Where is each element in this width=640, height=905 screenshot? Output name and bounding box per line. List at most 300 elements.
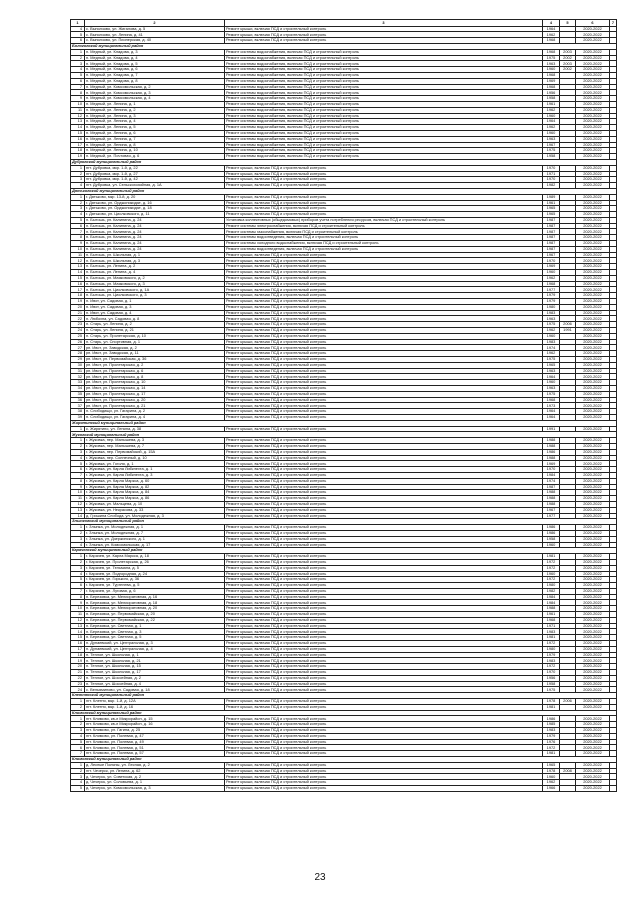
period-cell: 2020-2022 — [576, 699, 610, 705]
row-number: 3 — [71, 728, 85, 734]
work-type-cell: Ремонт крыши, включая ПСД и строительный контроль — [225, 542, 543, 548]
build-year-cell: 1970 — [543, 177, 560, 183]
work-type-cell: Ремонт крыши, включая ПСД и строительный контроль — [225, 32, 543, 38]
build-year-cell: 1972 — [543, 559, 560, 565]
address-cell: п. Березовка, ул. Светлая, д. 5 — [85, 635, 225, 641]
address-cell: п. Березовка, ул. Первомайская, д. 20 — [85, 612, 225, 618]
row-number: 12 — [71, 258, 85, 264]
build-year-cell: 1987 — [543, 484, 560, 490]
row-number: 5 — [71, 72, 85, 78]
build-year-cell: 1974 — [543, 478, 560, 484]
row-number: 4 — [71, 571, 85, 577]
work-type-cell: Ремонт системы водоснабжения, включая ПСД и строительный контроль — [225, 113, 543, 119]
row-number: 38 — [71, 409, 85, 415]
row-number: 18 — [71, 652, 85, 658]
address-cell: г. Жуковка, пер. Малышева, д. 3 — [85, 438, 225, 444]
period-cell: 2020-2022 — [576, 588, 610, 594]
row-number: 10 — [71, 490, 85, 496]
work-type-cell: Ремонт крыши, включая ПСД и строительный контроль — [225, 443, 543, 449]
row-number: 12 — [71, 501, 85, 507]
period-cell: 2020-2022 — [576, 241, 610, 247]
address-cell: рп. Ивот, ул. Пролетарская, д. 6 — [85, 368, 225, 374]
row-number: 1 — [71, 426, 85, 432]
work-type-cell: Ремонт крыши, включая ПСД и строительный контроль — [225, 600, 543, 606]
work-type-cell: Ремонт крыши, включая ПСД и строительный контроль — [225, 658, 543, 664]
period-cell: 2020-2022 — [576, 426, 610, 432]
work-type-cell: Ремонт крыши, включая ПСД и строительный контроль — [225, 583, 543, 589]
build-year-cell: 1984 — [543, 472, 560, 478]
row-number: 1 — [71, 525, 85, 531]
address-cell: пгт. Климово, ул. Полевая, д. 49 — [85, 739, 225, 745]
address-cell: п. Теплое, ул. Шоссейная, д. 2 — [85, 675, 225, 681]
period-cell: 2020-2022 — [576, 664, 610, 670]
address-cell: п. Бытошь, ул. Маяковского, д. 2 — [85, 275, 225, 281]
build-year-cell: 1988 — [543, 443, 560, 449]
work-type-cell: Ремонт крыши, включая ПСД и строительный контроль — [225, 455, 543, 461]
address-cell: д. Чечерск, ул. Соловьева, д. 1 — [85, 780, 225, 786]
address-cell: пгт. Климово, кв-л Микрорайон, д. 16 — [85, 722, 225, 728]
work-type-cell: Ремонт крыши, включая ПСД и строительный контроль — [225, 501, 543, 507]
build-year-cell: 1961 — [543, 200, 560, 206]
row-number: 13 — [71, 507, 85, 513]
period-cell: 2020-2022 — [576, 501, 610, 507]
work-type-cell: Ремонт крыши, включая ПСД и строительный контроль — [225, 374, 543, 380]
row-number: 6 — [71, 745, 85, 751]
row-number: 2 — [71, 722, 85, 728]
row-number: 1 — [71, 762, 85, 768]
address-cell: п. Березовка, ул. Мелиоративная, д. 18 — [85, 600, 225, 606]
build-year-cell: 1960 — [543, 67, 560, 73]
build-year-cell: 1981 — [543, 751, 560, 757]
period-cell: 2020-2022 — [576, 484, 610, 490]
work-type-cell: Ремонт крыши, включая ПСД и строительный контроль — [225, 316, 543, 322]
build-year-cell: 1984 — [543, 600, 560, 606]
address-cell: п. Медный, ул. Ленина, д. 10 — [85, 148, 225, 154]
row-number: 4 — [71, 455, 85, 461]
period-cell: 2020-2022 — [576, 165, 610, 171]
address-cell: г. Жуковка, ул. Карла Маркса, д. 84 — [85, 490, 225, 496]
work-type-cell: Ремонт крыши, включая ПСД и строительный контроль — [225, 258, 543, 264]
build-year-cell: 1983 — [543, 658, 560, 664]
address-cell: п. Бытошь, ул. Ленина, д. 2 — [85, 264, 225, 270]
period-cell: 2020-2022 — [576, 670, 610, 676]
row-number: 15 — [71, 130, 85, 136]
period-cell: 2020-2022 — [576, 246, 610, 252]
build-year-cell: 1964 — [543, 414, 560, 420]
row-number: 1 — [71, 699, 85, 705]
period-cell: 2020-2022 — [576, 594, 610, 600]
row-number: 9 — [71, 484, 85, 490]
build-year-cell: 1972 — [543, 577, 560, 583]
row-number: 2 — [71, 200, 85, 206]
build-year-cell: 1961 — [543, 101, 560, 107]
work-type-cell: Ремонт крыши, включая ПСД и строительный контроль — [225, 612, 543, 618]
build-year-cell: 1958 — [543, 96, 560, 102]
section-title: Клетнянский муниципальный район — [71, 693, 617, 699]
address-cell: г. Злынка, ул. Дзержинского, д. 1 — [85, 536, 225, 542]
program-table — [70, 19, 617, 792]
work-type-cell: Ремонт крыши, включая ПСД и строительный контроль — [225, 380, 543, 386]
address-cell: пгт. Дубровка, мкр. 1-й, д. 22 — [85, 165, 225, 171]
build-year-cell: 1968 — [543, 38, 560, 44]
period-cell: 2020-2022 — [576, 583, 610, 589]
build-year-cell: 1970 — [543, 258, 560, 264]
build-year-cell: 1973 — [543, 403, 560, 409]
period-cell: 2020-2022 — [576, 623, 610, 629]
work-type-cell: Ремонт крыши, включая ПСД и строительный контроль — [225, 507, 543, 513]
address-cell: п. Бытошь, ул. Калинина, д. 24 — [85, 241, 225, 247]
work-type-cell: Ремонт крыши, включая ПСД и строительный контроль — [225, 362, 543, 368]
work-type-cell: Ремонт системы водоснабжения, включая ПСД и строительный контроль — [225, 90, 543, 96]
build-year-cell: 1960 — [543, 380, 560, 386]
address-cell: п. Бытошь, ул. Калинина, д. 24 — [85, 235, 225, 241]
period-cell: 2020-2022 — [576, 559, 610, 565]
row-number: 10 — [71, 246, 85, 252]
period-cell: 2020-2022 — [576, 565, 610, 571]
address-cell: п. Березовка, ул. Мелиоративная, д. 16 — [85, 594, 225, 600]
header-cell: 3 — [225, 20, 543, 27]
build-year-cell: 1980 — [543, 304, 560, 310]
row-number: 2 — [71, 559, 85, 565]
period-cell: 2020-2022 — [576, 733, 610, 739]
period-cell: 2020-2022 — [576, 194, 610, 200]
table-row — [71, 785, 617, 791]
address-cell: пгт. Клетня, мкр. 1-й, д. 16 — [85, 704, 225, 710]
build-year-cell: 1972 — [543, 565, 560, 571]
build-year-cell: 1983 — [543, 310, 560, 316]
period-cell: 2020-2022 — [576, 368, 610, 374]
period-cell: 2020-2022 — [576, 641, 610, 647]
build-year-cell: 1986 — [543, 525, 560, 531]
header-cell: 1 — [71, 20, 85, 27]
work-type-cell: Ремонт крыши, включая ПСД и строительный контроль — [225, 322, 543, 328]
row-number: 26 — [71, 339, 85, 345]
work-type-cell: Ремонт системы водоснабжения, включая ПСД и строительный контроль — [225, 67, 543, 73]
work-type-cell: Ремонт системы водоснабжения, включая ПСД и строительный контроль — [225, 72, 543, 78]
header-cell: 5 — [560, 20, 576, 27]
period-cell: 2020-2022 — [576, 751, 610, 757]
address-cell: пгт. Чечерск, ул. Ленина, д. 62 — [85, 768, 225, 774]
build-year-cell: 1987 — [543, 246, 560, 252]
row-number: 2 — [71, 55, 85, 61]
row-number: 6 — [71, 38, 85, 44]
row-number: 4 — [71, 212, 85, 218]
row-number: 4 — [71, 67, 85, 73]
row-number: 4 — [71, 780, 85, 786]
period-cell: 2020-2022 — [576, 704, 610, 710]
period-cell: 2020-2022 — [576, 554, 610, 560]
section-title: Дубровский муниципальный район — [71, 159, 617, 165]
build-year-cell: 1980 — [543, 646, 560, 652]
work-type-cell: Ремонт крыши, включая ПСД и строительный контроль — [225, 472, 543, 478]
build-year-cell: 1977 — [543, 513, 560, 519]
header-cell: 7 — [610, 20, 617, 27]
address-cell: п. Березовка, ул. Светлая, д. 1 — [85, 623, 225, 629]
work-type-cell: Ремонт крыши, включая ПСД и строительный контроль — [225, 310, 543, 316]
period-cell: 2020-2022 — [576, 49, 610, 55]
work-type-cell: Ремонт системы газоснабжения, включая ПСД и строительный контроль — [225, 229, 543, 235]
row-number: 6 — [71, 467, 85, 473]
build-year-cell: 1960 — [543, 571, 560, 577]
period-cell: 2020-2022 — [576, 536, 610, 542]
address-cell: рп. Ивот, ул. Пролетарская, д. 14 — [85, 386, 225, 392]
row-number: 10 — [71, 606, 85, 612]
period-cell: 2020-2022 — [576, 212, 610, 218]
period-cell: 2020-2022 — [576, 357, 610, 363]
address-cell: г. Карачев, ул. Луговая, д. 6 — [85, 588, 225, 594]
row-number: 15 — [71, 275, 85, 281]
section-title: Жуковский муниципальный район — [71, 432, 617, 438]
build-year-cell: 1968 — [543, 617, 560, 623]
period-cell: 2020-2022 — [576, 299, 610, 305]
row-number: 1 — [71, 716, 85, 722]
period-cell: 2020-2022 — [576, 386, 610, 392]
work-type-cell: Ремонт крыши, включая ПСД и строительный контроль — [225, 577, 543, 583]
address-cell: с. Выползово, ул. Ленина, д. 41 — [85, 32, 225, 38]
header-cell: 6 — [576, 20, 610, 27]
row-number: 2 — [71, 443, 85, 449]
address-cell: п. Березовка, ул. Светлая, д. 3 — [85, 629, 225, 635]
build-year-cell: 1988 — [543, 490, 560, 496]
row-number: 4 — [71, 183, 85, 189]
address-cell: г. Дятьково, ул. Орджоникидзе, д. 16 — [85, 200, 225, 206]
row-number: 5 — [71, 739, 85, 745]
work-type-cell: Ремонт крыши, включая ПСД и строительный контроль — [225, 194, 543, 200]
address-cell: г. Дятьково, ул. Циолковского, д. 11 — [85, 212, 225, 218]
work-type-cell: Ремонт крыши, включая ПСД и строительный контроль — [225, 171, 543, 177]
period-cell: 2020-2022 — [576, 397, 610, 403]
address-cell: г. Жуковка, ул. Карла Маркса, д. 60 — [85, 478, 225, 484]
address-cell: рп. Ивот, ул. Пролетарская, д. 21 — [85, 403, 225, 409]
build-year-cell: 1979 — [543, 652, 560, 658]
row-number: 4 — [71, 26, 85, 32]
row-number: 14 — [71, 629, 85, 635]
build-year-cell: 1970 — [543, 670, 560, 676]
period-cell: 2020-2022 — [576, 658, 610, 664]
address-cell: п. Медный, ул. Кладова, д. 4 — [85, 55, 225, 61]
address-cell: г. Карачев, ул. Подгородная, д. 24 — [85, 571, 225, 577]
address-cell: п. Медный, ул. Ленина, д. 1 — [85, 101, 225, 107]
row-number: 3 — [71, 61, 85, 67]
period-cell: 2020-2022 — [576, 438, 610, 444]
period-cell: 2020-2022 — [576, 107, 610, 113]
build-year-cell: 1971 — [543, 623, 560, 629]
address-cell: п. Слободищи, ул. Гагарина, д. 2 — [85, 409, 225, 415]
prev-repair-cell: 2008 — [560, 768, 576, 774]
period-cell: 2020-2022 — [576, 472, 610, 478]
period-cell: 2020-2022 — [576, 478, 610, 484]
address-cell: п. Медный, ул. Ленина, д. 4 — [85, 119, 225, 125]
address-cell: рп. Ивот, ул. Пролетарская, д. 2 — [85, 362, 225, 368]
work-type-cell: Ремонт крыши, включая ПСД и строительный контроль — [225, 745, 543, 751]
work-type-cell: Ремонт системы водоснабжения, включая ПСД и строительный контроль — [225, 119, 543, 125]
row-number: 18 — [71, 148, 85, 154]
period-cell: 2020-2022 — [576, 78, 610, 84]
work-type-cell: Ремонт крыши, включая ПСД и строительный контроль — [225, 664, 543, 670]
row-number: 5 — [71, 32, 85, 38]
period-cell: 2020-2022 — [576, 728, 610, 734]
period-cell: 2020-2022 — [576, 507, 610, 513]
period-cell: 2020-2022 — [576, 722, 610, 728]
work-type-cell: Ремонт крыши, включая ПСД и строительный контроль — [225, 287, 543, 293]
build-year-cell: 1987 — [543, 223, 560, 229]
work-type-cell: Ремонт крыши, включая ПСД и строительный контроль — [225, 681, 543, 687]
section-title: Бологовский муниципальный район — [71, 43, 617, 49]
work-type-cell: Ремонт крыши, включая ПСД и строительный контроль — [225, 165, 543, 171]
row-number: 4 — [71, 733, 85, 739]
work-type-cell: Ремонт крыши, включая ПСД и строительный контроль — [225, 762, 543, 768]
address-cell: п. Бытошь, ул. Маяковского, д. 3 — [85, 281, 225, 287]
work-type-cell: Ремонт крыши, включая ПСД и строительный контроль — [225, 177, 543, 183]
address-cell: г. Злынка, ул. Молодежная, д. 7 — [85, 530, 225, 536]
build-year-cell: 1987 — [543, 241, 560, 247]
build-year-cell: 1977 — [543, 287, 560, 293]
period-cell: 2020-2022 — [576, 217, 610, 223]
row-number: 3 — [71, 177, 85, 183]
period-cell: 2020-2022 — [576, 90, 610, 96]
work-type-cell: Ремонт системы водоснабжения, включая ПСД и строительный контроль — [225, 101, 543, 107]
period-cell: 2020-2022 — [576, 293, 610, 299]
work-type-cell: Ремонт крыши, включая ПСД и строительный контроль — [225, 281, 543, 287]
row-number: 22 — [71, 675, 85, 681]
build-year-cell: 1968 — [543, 281, 560, 287]
work-type-cell: Ремонт крыши, включая ПСД и строительный контроль — [225, 426, 543, 432]
period-cell: 2020-2022 — [576, 571, 610, 577]
period-cell: 2020-2022 — [576, 403, 610, 409]
period-cell: 2020-2022 — [576, 252, 610, 258]
work-type-cell: Ремонт системы водоснабжения, включая ПСД и строительный контроль — [225, 84, 543, 90]
work-type-cell: Установка коллективных (общедомовых) приборов учета потребления ресурсов, включая ПСД и строительный контроль — [225, 217, 543, 223]
prev-repair-cell: 2002 — [560, 67, 576, 73]
work-type-cell: Ремонт крыши, включая ПСД и строительный контроль — [225, 467, 543, 473]
row-number: 17 — [71, 142, 85, 148]
work-type-cell: Ремонт крыши, включая ПСД и строительный контроль — [225, 403, 543, 409]
work-type-cell: Ремонт крыши, включая ПСД и строительный контроль — [225, 629, 543, 635]
build-year-cell: 1967 — [543, 142, 560, 148]
address-cell: рп. Ивот, ул. Заводская, д. 2 — [85, 345, 225, 351]
period-cell: 2020-2022 — [576, 206, 610, 212]
row-number: 5 — [71, 785, 85, 791]
work-type-cell: Ремонт крыши, включая ПСД и строительный контроль — [225, 716, 543, 722]
address-cell: г. Карачев, ул. Тургенева, д. 5 — [85, 583, 225, 589]
build-year-cell: 1981 — [543, 635, 560, 641]
work-type-cell: Ремонт крыши, включая ПСД и строительный контроль — [225, 293, 543, 299]
address-cell: г. Жуковка, ул. Гоголя, д. 1 — [85, 461, 225, 467]
period-cell: 2020-2022 — [576, 333, 610, 339]
address-cell: пгт. Климово, ул. Полевая, д. 51 — [85, 745, 225, 751]
work-type-cell: Ремонт крыши, включая ПСД и строительный контроль — [225, 304, 543, 310]
build-year-cell: 1976 — [543, 739, 560, 745]
row-number: 19 — [71, 658, 85, 664]
row-number: 9 — [71, 241, 85, 247]
work-type-cell: Ремонт крыши, включая ПСД и строительный контроль — [225, 38, 543, 44]
work-type-cell: Ремонт крыши, включая ПСД и строительный контроль — [225, 571, 543, 577]
row-number: 2 — [71, 530, 85, 536]
row-number: 1 — [71, 165, 85, 171]
row-number: 14 — [71, 270, 85, 276]
address-cell: п. Теплое, ул. Школьная, д. 21 — [85, 658, 225, 664]
period-cell: 2020-2022 — [576, 200, 610, 206]
period-cell: 2020-2022 — [576, 119, 610, 125]
build-year-cell: 1968 — [543, 72, 560, 78]
build-year-cell: 1987 — [543, 235, 560, 241]
address-cell: п. Медный, ул. Комсомольская, д. 3 — [85, 90, 225, 96]
address-cell: п. Березовка, ул. Мелиоративная, д. 20 — [85, 606, 225, 612]
build-year-cell: 1960 — [543, 270, 560, 276]
period-cell: 2020-2022 — [576, 617, 610, 623]
address-cell: п. Старь, ул. Спортивная, д. 1 — [85, 339, 225, 345]
build-year-cell: 1982 — [543, 588, 560, 594]
build-year-cell: 1975 — [543, 148, 560, 154]
build-year-cell: 1981 — [543, 554, 560, 560]
period-cell: 2020-2022 — [576, 414, 610, 420]
address-cell: г. Жуковка, пер. Солнечный, д. 10 — [85, 455, 225, 461]
period-cell: 2020-2022 — [576, 443, 610, 449]
row-number: 24 — [71, 328, 85, 334]
work-type-cell: Ремонт системы водоотведения, включая ПСД и строительный контроль — [225, 235, 543, 241]
build-year-cell: 1958 — [543, 536, 560, 542]
address-cell: п. Медный, ул. Почтовая, д. 6 — [85, 154, 225, 160]
row-number: 21 — [71, 670, 85, 676]
period-cell: 2020-2022 — [576, 525, 610, 531]
row-number: 39 — [71, 414, 85, 420]
address-cell: пгт. Климово, кв-л Микрорайон, д. 15 — [85, 716, 225, 722]
address-cell: п. Теплое, ул. Школьная, д. 15 — [85, 664, 225, 670]
row-number: 5 — [71, 461, 85, 467]
work-type-cell: Ремонт крыши, включая ПСД и строительный контроль — [225, 333, 543, 339]
row-number: 9 — [71, 96, 85, 102]
address-cell: п. Медный, ул. Кладова, д. 8 — [85, 78, 225, 84]
work-type-cell: Ремонт крыши, включая ПСД и строительный контроль — [225, 345, 543, 351]
row-number: 14 — [71, 125, 85, 131]
work-type-cell: Ремонт крыши, включая ПСД и строительный контроль — [225, 780, 543, 786]
address-cell: пгт. Дубровка, мкр. 1-й, д. 27 — [85, 171, 225, 177]
build-year-cell: 1965 — [543, 206, 560, 212]
row-number: 6 — [71, 78, 85, 84]
work-type-cell: Ремонт крыши, включая ПСД и строительный контроль — [225, 461, 543, 467]
period-cell: 2020-2022 — [576, 785, 610, 791]
build-year-cell: 1971 — [543, 171, 560, 177]
section-title: Климовский муниципальный район — [71, 710, 617, 716]
row-number: 16 — [71, 136, 85, 142]
header-cell: 4 — [543, 20, 560, 27]
period-cell: 2020-2022 — [576, 681, 610, 687]
work-type-cell: Ремонт крыши, включая ПСД и строительный контроль — [225, 635, 543, 641]
row-number: 18 — [71, 293, 85, 299]
row-number: 36 — [71, 397, 85, 403]
period-cell: 2020-2022 — [576, 223, 610, 229]
row-number: 32 — [71, 374, 85, 380]
work-type-cell: Ремонт крыши, включая ПСД и строительный контроль — [225, 559, 543, 565]
address-cell: д. Лесные Поляны, ул. Лесная, д. 2 — [85, 762, 225, 768]
row-number: 23 — [71, 681, 85, 687]
address-cell: п. Теплое, ул. Шоссейная, д. 4 — [85, 681, 225, 687]
row-number: 3 — [71, 565, 85, 571]
row-number: 30 — [71, 362, 85, 368]
period-cell: 2020-2022 — [576, 339, 610, 345]
build-year-cell: 1975 — [543, 322, 560, 328]
period-cell: 2020-2022 — [576, 577, 610, 583]
work-type-cell: Ремонт крыши, включая ПСД и строительный контроль — [225, 785, 543, 791]
row-number: 19 — [71, 299, 85, 305]
row-number: 23 — [71, 322, 85, 328]
prev-repair-cell: 2006 — [560, 322, 576, 328]
period-cell: 2020-2022 — [576, 635, 610, 641]
work-type-cell: Ремонт крыши, включая ПСД и строительный контроль — [225, 438, 543, 444]
work-type-cell: Ремонт системы водоснабжения, включая ПСД и строительный контроль — [225, 130, 543, 136]
address-cell: г. Карачев, ул. Тельмана, д. 5 — [85, 565, 225, 571]
period-cell: 2020-2022 — [576, 490, 610, 496]
